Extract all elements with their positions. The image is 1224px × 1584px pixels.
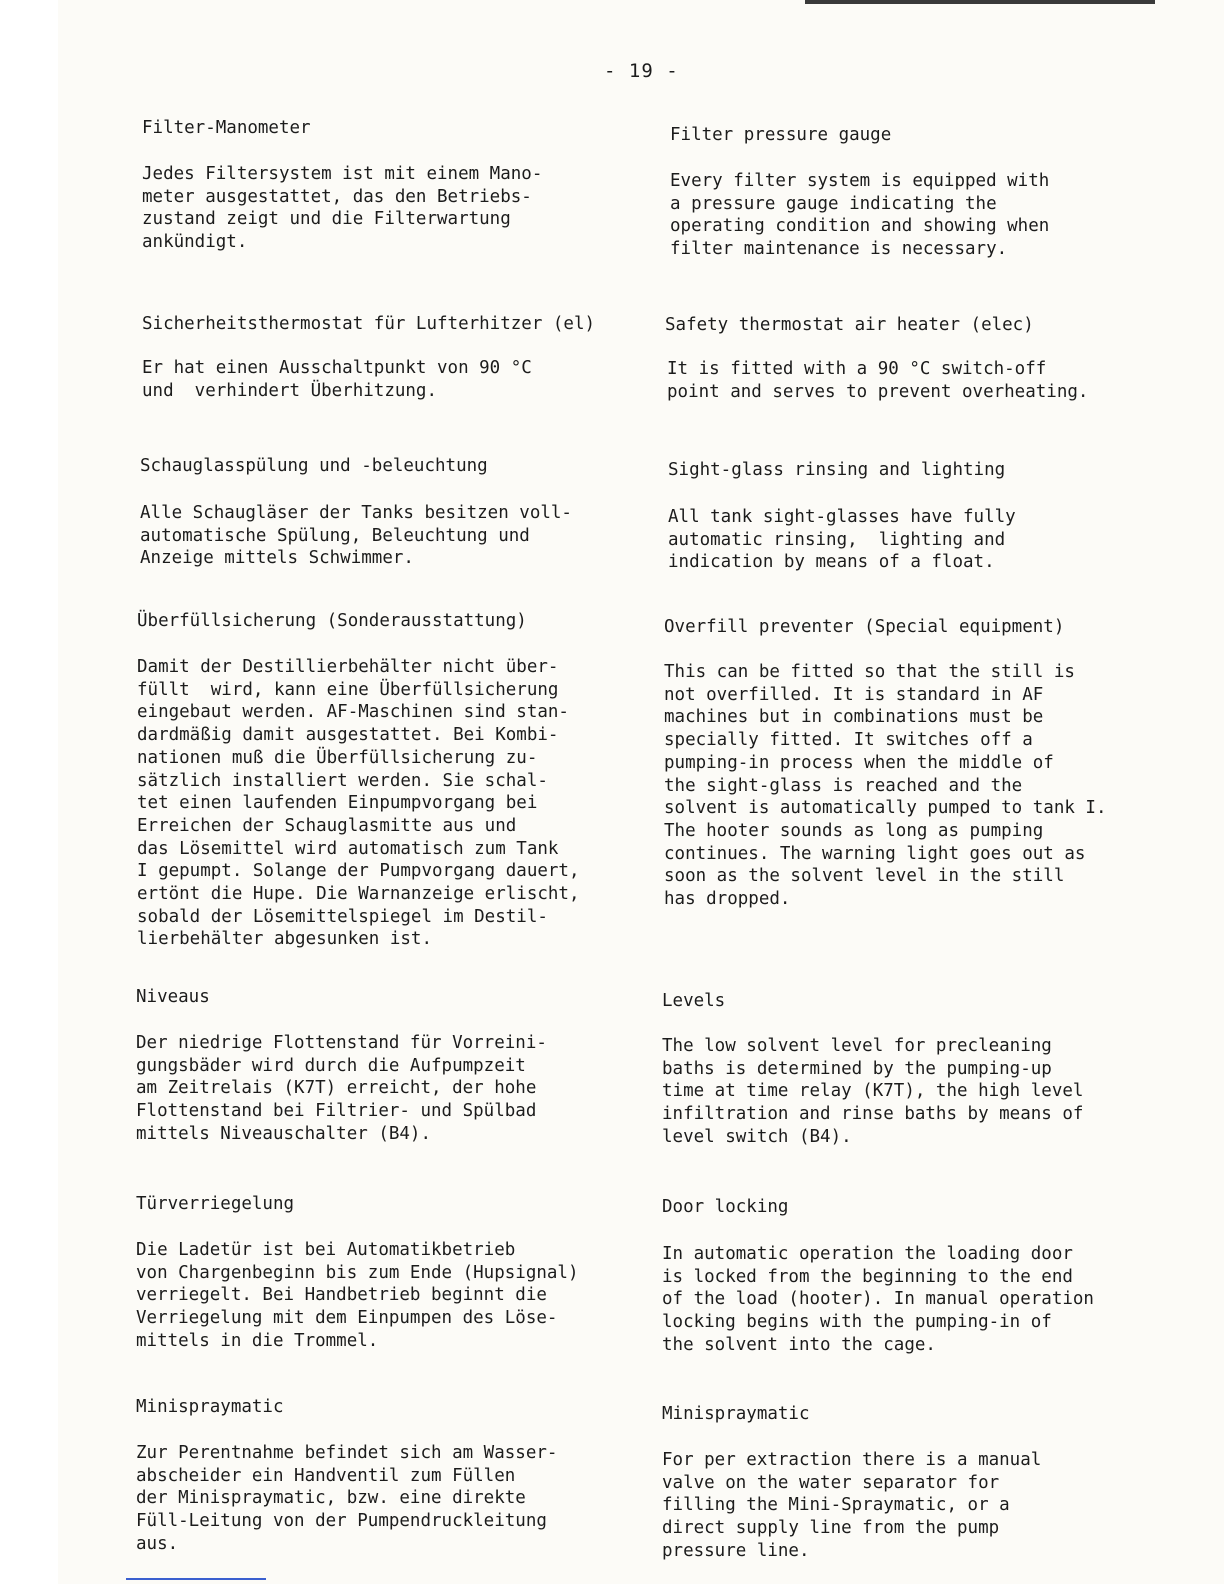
heading-sicherheitsthermostat: Sicherheitsthermostat für Lufterhitzer (el) xyxy=(142,314,596,334)
paragraph-levels: The low solvent level for precleaning baths is determined by the pumping-up time at time relay (K7T), the high level infiltration and rinse baths by means of level switch (B4). xyxy=(662,1036,1084,1147)
paragraph-sight-glass-rinsing: All tank sight-glasses have fully automatic rinsing, lighting and indication by means of a float. xyxy=(668,507,1016,573)
heading-schauglasspuelung: Schauglasspülung und -beleuchtung xyxy=(140,456,488,476)
scan-edge-line xyxy=(805,0,1155,4)
paragraph-sicherheitsthermostat: Er hat einen Ausschaltpunkt von 90 °C und verhindert Überhitzung. xyxy=(142,358,532,401)
bottom-underline xyxy=(126,1578,266,1580)
paragraph-door-locking: In automatic operation the loading door is locked from the beginning to the end of the load (hooter). In manual operation locking begins with the pumping-in of the solvent into the cage. xyxy=(662,1244,1094,1355)
heading-niveaus: Niveaus xyxy=(136,987,210,1007)
heading-sight-glass-rinsing: Sight-glass rinsing and lighting xyxy=(668,460,1006,480)
heading-filter-pressure-gauge: Filter pressure gauge xyxy=(670,125,892,145)
paragraph-overfill-preventer: This can be fitted so that the still is not overfilled. It is standard in AF machines but in combinations must be specially fitted. It switches off a pumping-in process when the middle of the sight-glass is reached and the solvent is automatically pumped to tank I. The hooter sounds as long as pumping continues. The warning light goes out as soon as the solvent level in the still has dropped. xyxy=(664,662,1107,910)
heading-ueberfuellsicherung: Überfüllsicherung (Sonderausstattung) xyxy=(137,611,527,631)
paragraph-tuerverriegelung: Die Ladetür ist bei Automatikbetrieb von Chargenbeginn bis zum Ende (Hupsignal) verriegelt. Bei Handbetrieb beginnt die Verriegelung mit dem Einpumpen des Löse- mittels in die Trommel. xyxy=(136,1240,579,1351)
heading-filter-manometer: Filter-Manometer xyxy=(142,118,311,138)
paragraph-safety-thermostat: It is fitted with a 90 °C switch-off point and serves to prevent overheating. xyxy=(667,359,1089,402)
heading-safety-thermostat: Safety thermostat air heater (elec) xyxy=(665,315,1034,335)
heading-door-locking: Door locking xyxy=(662,1197,789,1217)
paragraph-schauglasspuelung: Alle Schaugläser der Tanks besitzen voll- automatische Spülung, Beleuchtung und Anzeige mittels Schwimmer. xyxy=(140,503,572,569)
paragraph-filter-manometer: Jedes Filtersystem ist mit einem Mano- meter ausgestattet, das den Betriebs- zustand zeigt und die Filterwartung ankündigt. xyxy=(142,164,543,253)
paragraph-ueberfuellsicherung: Damit der Destillierbehälter nicht über- füllt wird, kann eine Überfüllsicherung eingebaut werden. AF-Maschinen sind stan- dardmäßig damit ausgestattet. Bei Kombi- nationen muß die Überfüllsicherung zu- sätzlich installiert werden. Sie schal- tet einen laufenden Einpumpvorgang bei Erreichen der Schauglasmitte aus und das Lösemittel wird automatisch zum Tank I gepumpt. Solange der Pumpvorgang dauert, ertönt die Hupe. Die Warnanzeige erlischt, sobald der Lösemittelspiegel im Destil- lierbehälter abgesunken ist. xyxy=(137,657,580,950)
heading-overfill-preventer: Overfill preventer (Special equipment) xyxy=(664,617,1065,637)
paragraph-filter-pressure-gauge: Every filter system is equipped with a pressure gauge indicating the operating condition and showing when filter maintenance is necessary. xyxy=(670,171,1050,260)
heading-minispraymatic-de: Minispraymatic xyxy=(136,1397,284,1417)
paragraph-niveaus: Der niedrige Flottenstand für Vorreini- gungsbäder wird durch die Aufpumpzeit am Zeitrelais (K7T) erreicht, der hohe Flottenstand bei Filtrier- und Spülbad mittels Niveauschalter (B4). xyxy=(136,1033,547,1144)
heading-tuerverriegelung: Türverriegelung xyxy=(136,1194,295,1214)
heading-minispraymatic-en: Minispraymatic xyxy=(662,1404,810,1424)
paragraph-minispraymatic-en: For per extraction there is a manual valve on the water separator for filling the Mini-Spraymatic, or a direct supply line from the pump pressure line. xyxy=(662,1450,1042,1561)
heading-levels: Levels xyxy=(662,991,726,1011)
paragraph-minispraymatic-de: Zur Perentnahme befindet sich am Wasser- abscheider ein Handventil zum Füllen der Minispraymatic, bzw. eine direkte Füll-Leitung von der Pumpendruckleitung aus. xyxy=(136,1443,558,1554)
page-number: - 19 - xyxy=(604,60,679,82)
